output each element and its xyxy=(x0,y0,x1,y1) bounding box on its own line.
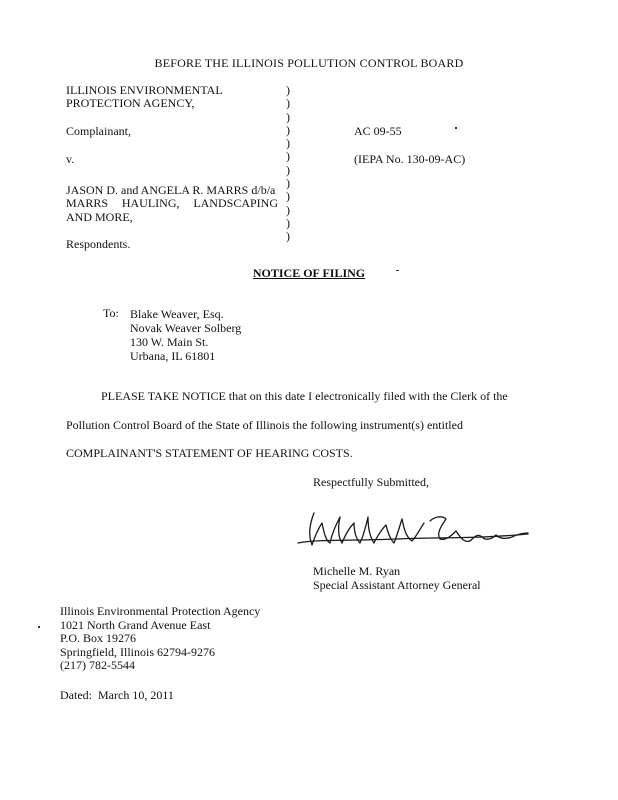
agency-line: (217) 782-5544 xyxy=(60,658,135,672)
agency-line: 1021 North Grand Avenue East xyxy=(60,617,211,632)
complainant-name-line1: ILLINOIS ENVIRONMENTAL xyxy=(66,83,223,97)
caption-paren: ) xyxy=(286,162,290,177)
caption-paren: ) xyxy=(286,136,290,151)
caption-divider xyxy=(286,84,290,244)
caption-paren: ) xyxy=(286,215,290,230)
caption-paren: ) xyxy=(286,202,290,217)
complainant-role: Complainant, xyxy=(66,124,131,138)
caption-paren: ) xyxy=(286,96,290,111)
respondent-name-line3: AND MORE, xyxy=(66,210,133,224)
versus-label: v. xyxy=(66,152,75,166)
body-line-3: COMPLAINANT'S STATEMENT OF HEARING COSTS. xyxy=(66,446,353,460)
signer-name: Michelle M. Ryan xyxy=(313,564,401,578)
dated-value: March 10, 2011 xyxy=(98,688,174,702)
respondent-word: HAULING, xyxy=(121,196,180,210)
agency-line: P.O. Box 19276 xyxy=(60,631,137,645)
to-label: To: xyxy=(103,306,119,320)
body-line-1: PLEASE TAKE NOTICE that on this date I electronically filed with the Clerk of the xyxy=(101,389,508,403)
recipient-line: Novak Weaver Solberg xyxy=(130,321,242,335)
caption-paren: ) xyxy=(286,109,290,124)
notice-title: NOTICE OF FILING xyxy=(252,266,366,280)
caption-paren: ) xyxy=(286,83,290,97)
respondent-role: Respondents. xyxy=(66,237,131,251)
scan-speck xyxy=(455,127,457,129)
recipient-line: Blake Weaver, Esq. xyxy=(130,307,224,321)
respondent-word: MARRS xyxy=(66,196,109,210)
recipient-address xyxy=(130,307,241,363)
scan-speck xyxy=(38,626,40,628)
body-line-2: Pollution Control Board of the State of Illinois the following instrument(s) entitled xyxy=(66,418,463,432)
recipient-line: Urbana, IL 61801 xyxy=(130,349,216,363)
closing: Respectfully Submitted, xyxy=(313,475,429,489)
signature xyxy=(296,503,536,561)
agency-line: Springfield, Illinois 62794-9276 xyxy=(60,644,215,659)
case-number: AC 09-55 xyxy=(354,124,402,138)
complainant-name-line2: PROTECTION AGENCY, xyxy=(66,96,195,110)
document-heading: BEFORE THE ILLINOIS POLLUTION CONTROL BOARD xyxy=(154,56,464,70)
agency-address xyxy=(60,605,260,673)
iepa-number: (IEPA No. 130-09-AC) xyxy=(354,152,466,166)
agency-line: Illinois Environmental Protection Agency xyxy=(60,604,261,618)
respondent-name-line1: JASON D. and ANGELA R. MARRS d/b/a xyxy=(66,183,276,197)
dated-label: Dated: xyxy=(60,688,92,702)
caption-paren: ) xyxy=(286,149,290,164)
respondent-name-line2 xyxy=(66,197,278,210)
recipient-line: 130 W. Main St. xyxy=(130,335,209,349)
caption-paren: ) xyxy=(286,176,290,191)
scan-speck xyxy=(396,270,399,271)
caption-paren: ) xyxy=(286,122,290,137)
signer-title: Special Assistant Attorney General xyxy=(313,578,481,592)
respondent-word: LANDSCAPING xyxy=(193,196,278,210)
caption-paren: ) xyxy=(286,189,290,204)
caption-paren: ) xyxy=(286,229,290,244)
